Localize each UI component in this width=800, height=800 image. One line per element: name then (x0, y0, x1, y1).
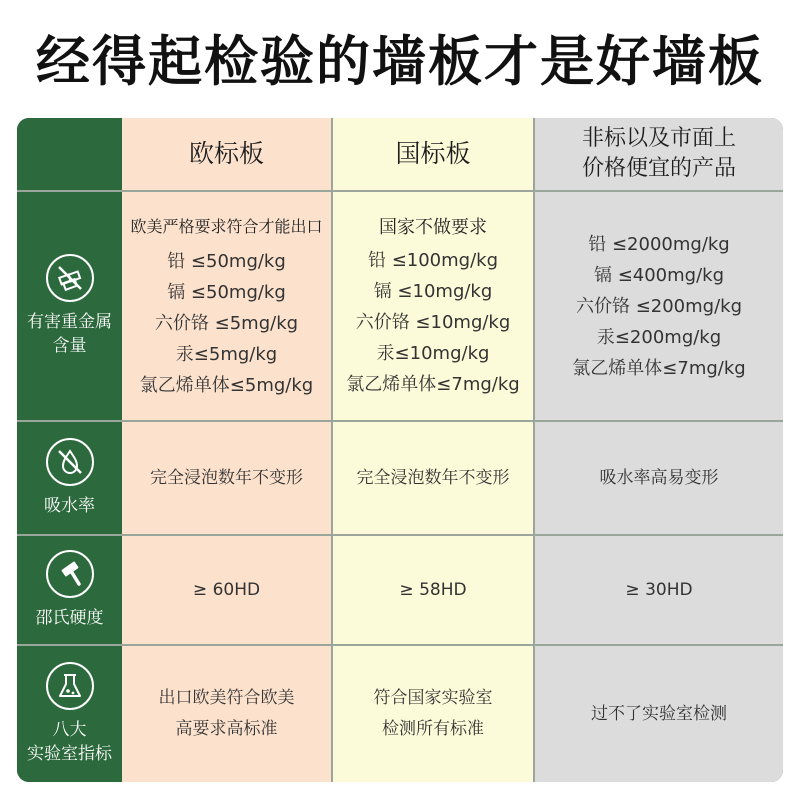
hammer-icon (46, 550, 94, 598)
row-label-text: 邵氏硬度 (35, 608, 104, 628)
cn-water-cell (333, 422, 533, 534)
other-water-value: 吸水率高易变形 (599, 467, 719, 488)
row-label-water (17, 422, 122, 534)
header-cn-label: 国标板 (395, 139, 471, 168)
eu-water-value: 完全浸泡数年不变形 (150, 467, 303, 488)
cn-lab-cell (333, 646, 533, 782)
row-label-text: 有害重金属 含量 (27, 312, 112, 356)
eu-lead-limit: 铅 ≤50mg/kg (167, 251, 286, 272)
other-mercury-limit: 汞≤200mg/kg (596, 326, 722, 348)
cn-heavy-metal-intro: 国家不做要求 (379, 217, 487, 238)
eu-water-cell (122, 422, 331, 534)
header-cn-standard (333, 118, 533, 190)
eu-hardness-value: ≥ 60HD (192, 579, 261, 600)
eu-heavy-metal-intro: 欧美严格要求符合才能出口 (130, 217, 323, 236)
row-label-text: 八大 实验室指标 (27, 720, 112, 764)
other-heavy-metal-cell (535, 192, 783, 420)
no-water-drop-icon (46, 438, 94, 486)
row-label-hardness (17, 536, 122, 644)
header-eu-standard (122, 118, 331, 190)
row-label-text: 吸水率 (44, 496, 95, 516)
eu-chromium-limit: 六价铬 ≤5mg/kg (154, 313, 299, 334)
header-non-standard (535, 118, 783, 190)
comparison-table (17, 118, 783, 782)
cn-heavy-metal-cell (333, 192, 533, 420)
no-heavy-metal-icon (46, 254, 94, 302)
eu-cadmium-limit: 镉 ≤50mg/kg (167, 282, 286, 303)
eu-mercury-limit: 汞≤5mg/kg (175, 344, 278, 365)
other-vinyl-chloride-limit: 氯乙烯单体≤7mg/kg (572, 357, 746, 379)
row-label-heavy-metal (17, 192, 122, 420)
cn-hardness-cell (333, 536, 533, 644)
other-water-cell (535, 422, 783, 534)
cn-hardness-value: ≥ 58HD (399, 579, 467, 600)
eu-lab-value: 出口欧美符合欧美 高要求高标准 (158, 688, 295, 739)
eu-heavy-metal-cell (122, 192, 331, 420)
cn-lab-value: 符合国家实验室 检测所有标准 (373, 688, 493, 739)
eu-lab-cell (122, 646, 331, 782)
cn-lead-limit: 铅 ≤100mg/kg (367, 250, 499, 271)
cn-chromium-limit: 六价铬 ≤10mg/kg (355, 312, 511, 333)
eu-hardness-cell (122, 536, 331, 644)
eu-vinyl-chloride-limit: 氯乙烯单体≤5mg/kg (139, 375, 314, 396)
header-eu-label: 欧标板 (188, 139, 264, 168)
other-cadmium-limit: 镉 ≤400mg/kg (593, 264, 725, 286)
cn-mercury-limit: 汞≤10mg/kg (376, 343, 490, 364)
other-chromium-limit: 六价铬 ≤200mg/kg (575, 295, 743, 317)
other-lab-value: 过不了实验室检测 (591, 703, 727, 724)
other-lab-cell (535, 646, 783, 782)
page-title: 经得起检验的墙板才是好墙板 (36, 30, 764, 93)
row-label-lab (17, 646, 122, 782)
cn-water-value: 完全浸泡数年不变形 (356, 467, 510, 488)
cn-vinyl-chloride-limit: 氯乙烯单体≤7mg/kg (346, 374, 520, 395)
flask-icon (46, 662, 94, 710)
other-hardness-cell (535, 536, 783, 644)
header-other-label: 非标以及市面上 价格便宜的产品 (581, 126, 736, 181)
other-hardness-value: ≥ 30HD (625, 579, 693, 600)
other-lead-limit: 铅 ≤2000mg/kg (588, 233, 730, 255)
cn-cadmium-limit: 镉 ≤10mg/kg (373, 281, 493, 302)
